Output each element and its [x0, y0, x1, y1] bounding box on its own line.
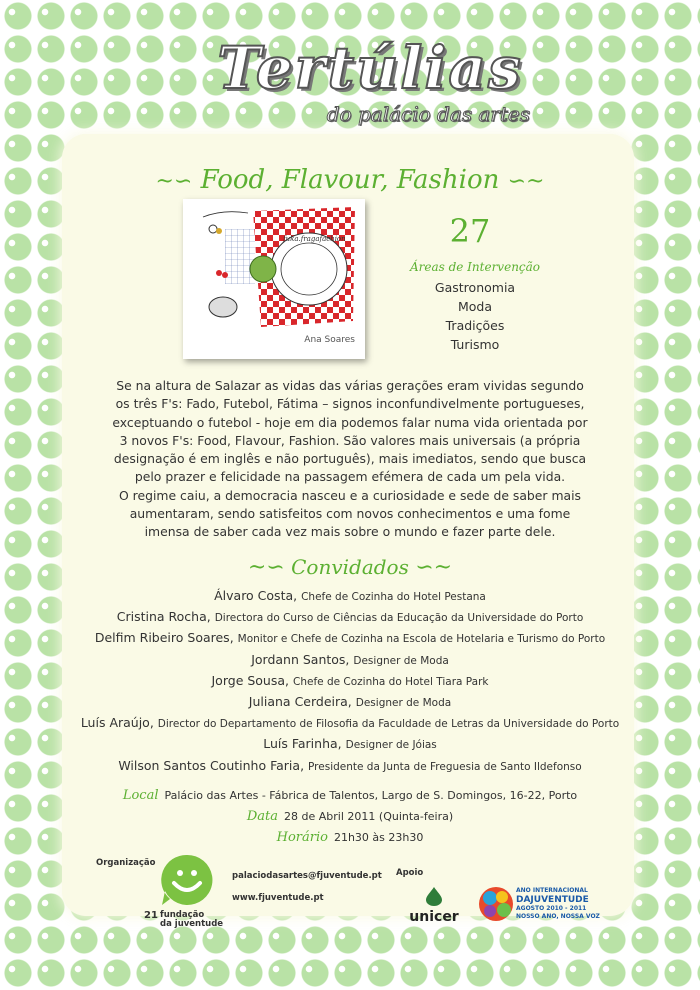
guest-role: Designer de Jóias [345, 739, 437, 752]
event-title: Food, Flavour, Fashion [200, 165, 500, 195]
list-item [70, 734, 630, 755]
globe-icon [478, 886, 514, 922]
list-item: Tradições [445, 318, 505, 333]
guest-role: Presidente da Junta de Freguesia de Santo Ildefonso [308, 760, 582, 773]
list-item: Turismo [450, 337, 500, 352]
description-paragraph: Se na altura de Salazar as vidas das várias gerações eram vividas segundo os três F's: Fado, Futebol, Fátima – signos inconfundivelmente portugueses, exceptuando o futebol - hoje em dia podemos falar numa vida orientada por 3 novos F's: Food, Flavour, Fashion. São valores mais universais (a própria designação é em inglês e não português), mais imediatos, sendo que busca pelo prazer e felicidade na passagem efémera de cada um pela vida. [112, 378, 588, 485]
time-value: 21h30 às 23h30 [333, 831, 424, 844]
description-paragraph: O regime caiu, a democracia nasceu e a curiosidade e sede de saber mais aumentaram, sendo satisfeitos com novos conhecimentos e uma fome imensa de saber cada vez mais sobre o mundo e fazer parte dele. [118, 487, 582, 540]
guest-name: Wilson Santos Coutinho Faria, [118, 757, 305, 773]
unicer-logo [404, 886, 464, 926]
page-title: Tertúlias [217, 34, 523, 102]
guest-name: Luís Araújo, [80, 715, 154, 731]
edition-number: 27 [449, 212, 491, 250]
youth-year-line: ANO INTERNACIONAL [516, 887, 588, 894]
unicer-drop-icon [423, 886, 445, 906]
list-item [70, 692, 630, 713]
description [110, 377, 590, 542]
flourish-right-icon: ∽~ [415, 555, 453, 580]
date-line [0, 809, 700, 824]
illustration-caption: Ana Soares [304, 335, 355, 345]
location-label: Local [122, 788, 159, 803]
youth-year-logo [478, 884, 600, 928]
guest-role: Designer de Moda [353, 654, 449, 667]
flourish-left-icon: ~∽ [247, 555, 285, 580]
list-item [70, 756, 630, 777]
location-value: Palácio das Artes - Fábrica de Talentos, Largo de S. Domingos, 16-22, Porto [164, 789, 578, 802]
list-item: Gastronomia [434, 280, 516, 295]
date-value: 28 de Abril 2011 (Quinta-feira) [284, 810, 454, 823]
list-item [70, 607, 630, 628]
guest-role: Chefe de Cozinha do Hotel Tiara Park [293, 675, 489, 688]
list-item [70, 650, 630, 671]
youth-year-line: NOSSO ANO, NOSSA VOZ [516, 913, 600, 920]
unicer-name: unicer [409, 909, 459, 925]
guest-name: Juliana Cerdeira, [248, 694, 352, 710]
guest-name: Álvaro Costa, [214, 588, 298, 603]
list-item [70, 628, 630, 649]
list-item: Moda [457, 299, 493, 314]
page-subtitle: do palácio das artes [326, 102, 530, 126]
youth-year-text [516, 887, 600, 921]
date-label: Data [246, 809, 279, 824]
guests-heading [0, 555, 700, 580]
fundacao-juventude-logo [160, 853, 214, 907]
list-item [70, 671, 630, 692]
guest-name: Luís Farinha, [263, 736, 342, 752]
areas-list [405, 278, 545, 354]
guest-name: Jordann Santos, [251, 651, 350, 667]
guest-role: Monitor e Chefe de Cozinha na Escola de Hotelaria e Turismo do Porto [237, 633, 606, 646]
org-name [160, 911, 223, 929]
guest-name: Delfim Ribeiro Soares, [94, 630, 234, 646]
org-name-line: fundação [160, 910, 205, 920]
guest-role: Designer de Moda [355, 697, 452, 710]
guest-name: Cristina Rocha, [116, 609, 211, 625]
guest-role: Directora do Curso de Ciências da Educação da Universidade do Porto [214, 612, 584, 625]
list-item [70, 586, 630, 607]
fundacao-logo-icon [160, 853, 214, 907]
guests-title: Convidados [291, 555, 409, 579]
flourish-right-icon: ∽~ [507, 169, 545, 194]
youth-year-line: DAJUVENTUDE [516, 895, 589, 905]
org-name-line: da juventude [160, 919, 224, 929]
org-years: 21 [144, 910, 158, 921]
svg-text:fuka.fragafachion: fuka.fragafachion [283, 235, 346, 243]
website-link[interactable]: www.fjuventude.pt [232, 893, 324, 903]
apoio-label: Apoio [396, 868, 424, 878]
guest-list [70, 586, 630, 777]
time-label: Horário [276, 830, 328, 845]
areas-heading: Áreas de Intervenção [409, 260, 541, 274]
list-item [70, 713, 630, 734]
event-heading [0, 165, 700, 195]
youth-year-line: AGOSTO 2010 - 2011 [516, 905, 587, 912]
guest-role: Director do Departamento de Filosofia da Faculdade de Letras da Universidade do Porto [157, 718, 620, 731]
header-logo [190, 36, 550, 136]
location-line [0, 788, 700, 803]
time-line [0, 830, 700, 845]
illustration-image [183, 199, 365, 359]
guest-role: Chefe de Cozinha do Hotel Pestana [301, 591, 486, 603]
flourish-left-icon: ~∽ [155, 169, 193, 194]
organizacao-label: Organização [96, 858, 156, 868]
guest-name: Jorge Sousa, [211, 672, 290, 688]
email-link[interactable]: palaciodasartes@fjuventude.pt [232, 871, 382, 881]
